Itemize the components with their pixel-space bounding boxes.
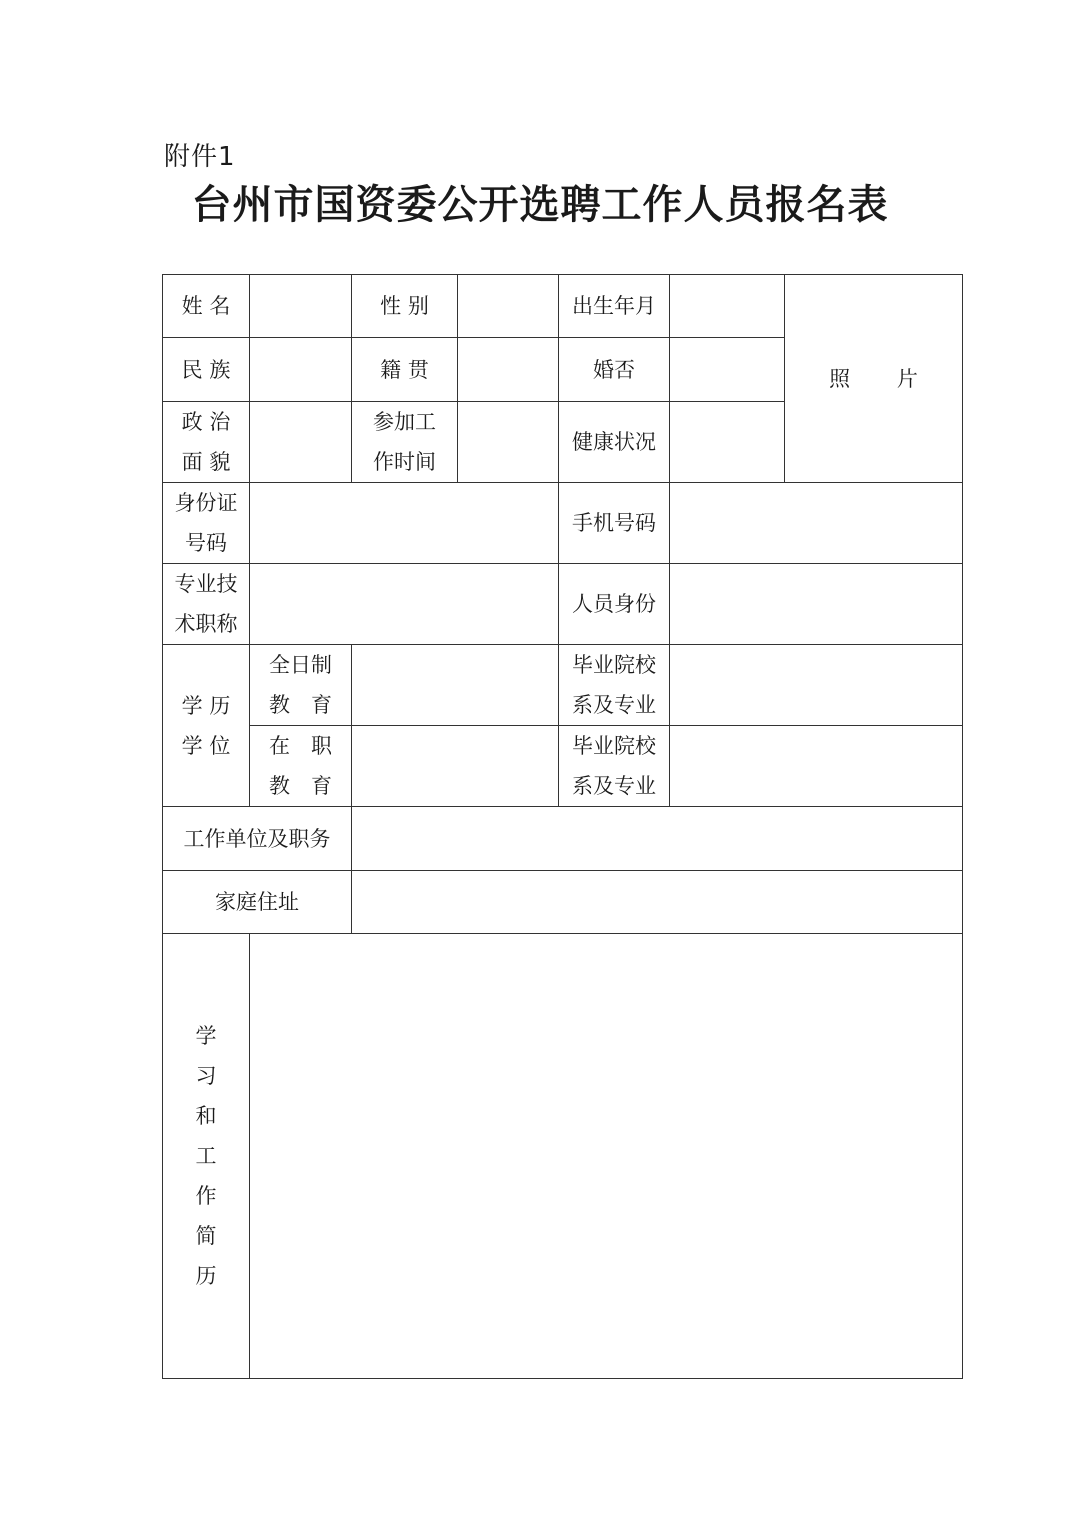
registration-form-table: [162, 274, 963, 1379]
name-label: 姓 名: [163, 275, 250, 338]
fulltime-school-label-cell: [559, 645, 670, 726]
ethnicity-label: 民 族: [163, 338, 250, 402]
fulltime-label-line-2: 教 育: [269, 693, 332, 717]
fulltime-education-field[interactable]: [352, 645, 559, 726]
inservice-label-line-1: 在 职: [269, 734, 332, 758]
work-start-label-cell: [352, 402, 458, 483]
resume-label-cell: [163, 934, 250, 1379]
fulltime-school-label-line-2: 系及专业: [572, 693, 656, 717]
marital-label: 婚否: [559, 338, 670, 402]
inservice-education-label-cell: [250, 726, 352, 807]
political-label-line-2: 面 貌: [181, 450, 231, 474]
birth-label: 出生年月: [559, 275, 670, 338]
id-label-line-2: 号码: [185, 531, 227, 555]
work-start-label-line-2: 作时间: [373, 450, 436, 474]
gender-field[interactable]: [458, 275, 559, 338]
gender-label: 性 别: [352, 275, 458, 338]
id-label-line-1: 身份证: [174, 491, 238, 515]
resume-label: 学习和工作简历: [195, 1024, 217, 1288]
inservice-school-label-line-2: 系及专业: [572, 774, 656, 798]
professional-title-label-line-2: 术职称: [174, 612, 238, 636]
photo-label: 照 片: [829, 366, 918, 391]
identity-field[interactable]: [670, 564, 963, 645]
page-title: 台州市国资委公开选聘工作人员报名表: [191, 181, 889, 228]
fulltime-school-label-line-1: 毕业院校: [572, 653, 656, 677]
employer-field[interactable]: [352, 807, 963, 871]
political-field[interactable]: [250, 402, 352, 483]
education-label-line-1: 学 历: [181, 693, 231, 718]
health-label: 健康状况: [559, 402, 670, 483]
resume-field[interactable]: [250, 934, 963, 1379]
native-place-field[interactable]: [458, 338, 559, 402]
education-label-line-2: 学 位: [181, 733, 231, 758]
professional-title-field[interactable]: [250, 564, 559, 645]
name-field[interactable]: [250, 275, 352, 338]
native-place-label: 籍 贯: [352, 338, 458, 402]
id-label-cell: [163, 483, 250, 564]
photo-cell[interactable]: [785, 275, 963, 483]
attachment-label: 附件1: [164, 142, 236, 172]
identity-label: 人员身份: [559, 564, 670, 645]
political-label-line-1: 政 治: [181, 410, 231, 434]
id-number-field[interactable]: [250, 483, 559, 564]
birth-field[interactable]: [670, 275, 785, 338]
fulltime-school-field[interactable]: [670, 645, 963, 726]
inservice-school-label-line-1: 毕业院校: [572, 734, 656, 758]
fulltime-label-line-1: 全日制: [269, 653, 332, 677]
address-label: 家庭住址: [163, 871, 352, 934]
ethnicity-field[interactable]: [250, 338, 352, 402]
inservice-school-field[interactable]: [670, 726, 963, 807]
inservice-label-line-2: 教 育: [269, 774, 332, 798]
inservice-education-field[interactable]: [352, 726, 559, 807]
professional-title-label-cell: [163, 564, 250, 645]
inservice-school-label-cell: [559, 726, 670, 807]
fulltime-education-label-cell: [250, 645, 352, 726]
phone-label: 手机号码: [559, 483, 670, 564]
health-field[interactable]: [670, 402, 785, 483]
address-field[interactable]: [352, 871, 963, 934]
political-label-cell: [163, 402, 250, 483]
professional-title-label-line-1: 专业技: [174, 572, 238, 596]
phone-field[interactable]: [670, 483, 963, 564]
education-label-cell: [163, 645, 250, 807]
work-start-field[interactable]: [458, 402, 559, 483]
employer-label: 工作单位及职务: [163, 807, 352, 871]
work-start-label-line-1: 参加工: [373, 410, 436, 434]
marital-field[interactable]: [670, 338, 785, 402]
